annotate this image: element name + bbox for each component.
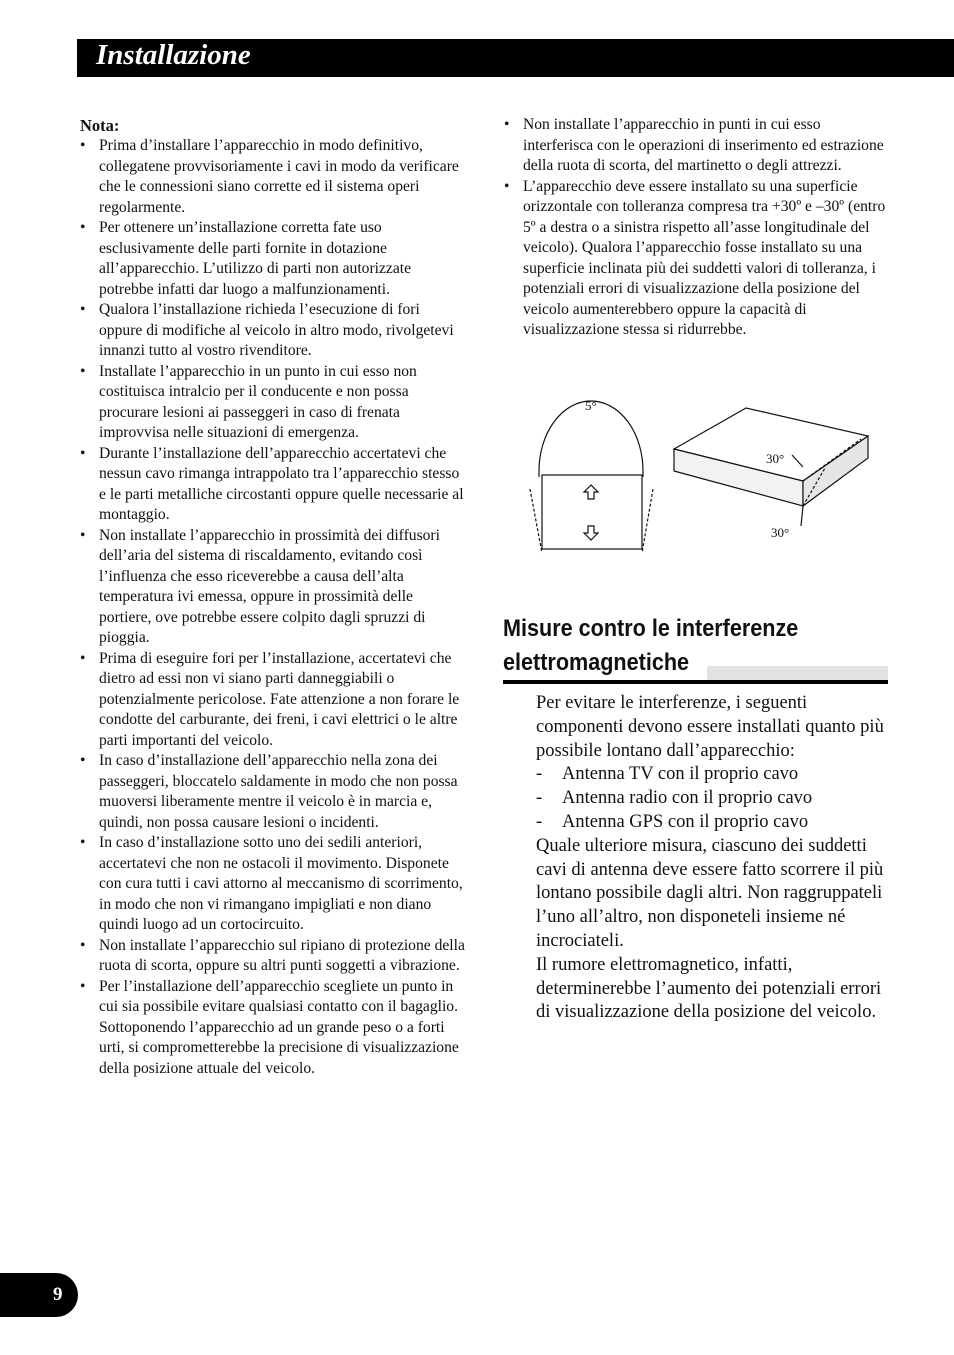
list-item [79,136,466,218]
list-item [79,751,466,833]
list-item [79,936,466,977]
tilt-dash-left [530,489,542,553]
list-item-text: Antenna GPS con il proprio cavo [562,811,809,832]
bullet-icon: • [80,444,86,462]
bullet-icon: • [80,936,86,954]
list-item [79,526,466,649]
section-intro: Per evitare le interferenze, i seguenti componenti devono essere installati quanto più possibile lontano dall’apparecchio: [536,693,884,761]
bullet-icon: • [80,526,86,544]
right-column [503,115,888,341]
list-item-text: In caso d’installazione sotto uno dei sedili anteriori, accertatevi che non ne ostacoli il movimento. Disponete con cura tutti i cavi attorno al meccanismo di scorrimento, in modo che non vi rimangano impigliati e non diano quindi luogo ad un cortocircuito. [99,834,463,933]
bullet-icon: • [80,752,86,769]
list-item [79,300,466,362]
page-number: 9 [53,1284,63,1305]
section-paragraph-2: Quale ulteriore misura, ciascuno dei suddetti cavi di antenna deve essere fatto scorrere il più lontano possibile dagli altri. Non raggruppateli l’uno all’altro, non disponeteli insieme né incrociateli. [536,835,884,951]
list-item-text: Non installate l’apparecchio in prossimità dei diffusori dell’aria del sistema di riscaldamento, evitando così l’influenza che esso riceverebbe a causa dell’alta temperatura ivi emessa, oppure in prossimità delle portiere, ove potrebbe essere colpito dagli spruzzi di pioggia. [99,526,440,646]
list-item [79,444,466,526]
list-item-text: Installate l’apparecchio in un punto in cui esso non costituisca intralcio per il conducente e non possa procurare lesioni ai passeggeri in caso di frenata improvvisa nelle situazioni di emergenza. [99,362,417,441]
list-item-text: In caso d’installazione dell’apparecchio nella zona dei passeggeri, bloccatelo saldamente in modo che non possa muoversi liberamente mentre il veicolo è in marcia e, quindi, non possa causare lesioni o incidenti. [99,752,458,831]
list-item-text: Non installate l’apparecchio in punti in cui esso interferisca con le operazioni di inserimento ed estrazione della ruota di scorta, del martinetto o degli attrezzi. [523,116,884,174]
bullet-icon: • [80,977,86,995]
list-item [536,787,896,811]
list-item-text: Antenna radio con il proprio cavo [562,788,813,809]
list-item-text: Per l’installazione dell’apparecchio scegliete un punto in cui sia possibile evitare qualsiasi contatto con il bagaglio. [99,977,458,1015]
bullet-icon: • [80,362,86,380]
note-list [79,136,466,1079]
installation-angle-diagram [503,393,888,553]
side-view-unit [530,401,653,553]
list-item [503,115,888,177]
antenna-list [536,763,896,834]
label-30-degrees-top: 30° [766,451,785,466]
list-item-text: L’apparecchio deve essere installato su una superficie orizzontale con tolleranza compresa tra +30º e –30º (entro 5º a destra o a sinistra rispetto all’asse longitudinale del veicolo). Qualora l’apparecchio fosse installato su una superficie inclinata più dei suddetti valori di tolleranza, i potenziali errori di visualizzazione della posizione del veicolo aumenterebbero oppure la capacità di visualizzazione stessa si ridurrebbe. [523,177,886,338]
dash-icon: - [536,764,543,785]
bullet-icon: • [504,177,510,195]
tilt-dash-right [642,489,653,553]
bullet-icon: • [80,649,86,667]
list-item [79,833,466,936]
dash-icon: - [536,788,543,809]
list-item-text: Prima d’installare l’apparecchio in modo definitivo, collegatene provvisoriamente i cavi in modo da verificare che le connessioni siano corrette ed il sistema operi regolarmente. [99,137,459,216]
dash-icon: - [536,811,543,832]
list-item [536,763,896,787]
list-item-text: Per ottenere un’installazione corretta fate uso esclusivamente delle parti fornite in dotazione all’apparecchio. L’utilizzo di parti non autorizzate potrebbe infatti dar luogo a malfunzionamenti. [99,219,412,298]
list-item [79,977,466,1080]
list-item-text: Prima di eseguire fori per l’installazione, accertatevi che dietro ad essi non vi siano parti danneggiabili o potenzialmente pericolose. Fate attenzione a non forare le condotte del carburante, dei freni, i cavi elettrici o le altre parti importanti del veicolo. [99,649,460,749]
bullet-icon: • [80,834,86,851]
list-item-text: Non installate l’apparecchio sul ripiano di protezione della ruota di scorta, oppure su altri punti soggetti a vibrazione. [99,936,465,974]
list-item-extra-text: Sottoponendo l’apparecchio ad un grande peso o a forti urti, si comprometterebbe la precisione di visualizzazione della posizione attuale del veicolo. [99,1018,459,1077]
pointer-bottom [801,506,803,526]
left-column [79,115,466,1079]
right-note-list [503,115,888,341]
section-paragraph-3: Il rumore elettromagnetico, infatti, determinerebbe l’aumento dei potenziali errori di visualizzazione della posizione del veicolo. [536,954,882,1023]
list-item-text: Durante l’installazione dell’apparecchio accertatevi che nessun cavo rimanga intrappolato tra l’apparecchio stesso e le parti metalliche circostanti oppure quelle necessarie al montaggio. [99,444,464,523]
label-5-degrees: 5° [585,398,597,413]
section-heading-line1: Misure contro le interferenze [503,615,799,642]
iso-view-unit [674,408,868,526]
page-title: Installazione [96,39,251,71]
list-item [536,811,896,835]
note-label: Nota: [80,116,120,135]
list-item-text: Qualora l’installazione richieda l’esecuzione di fori oppure di modifiche al veicolo in altro modo, rivolgetevi innanzi tutto al vostro rivenditore. [99,301,454,359]
section-heading-line2: elettromagnetiche [503,649,690,676]
bullet-icon: • [504,116,510,133]
page-number-tab [0,1273,78,1317]
heading-shade [707,666,888,680]
heading-rule [503,680,888,684]
list-item [503,177,888,341]
bullet-icon: • [80,301,86,318]
bullet-icon: • [80,219,86,236]
list-item-text: Antenna TV con il proprio cavo [562,764,799,785]
section-body [536,692,896,1025]
label-30-degrees-bottom: 30° [771,525,790,540]
list-item [79,362,466,444]
bullet-icon: • [80,137,86,154]
list-item [79,218,466,300]
list-item [79,649,466,752]
